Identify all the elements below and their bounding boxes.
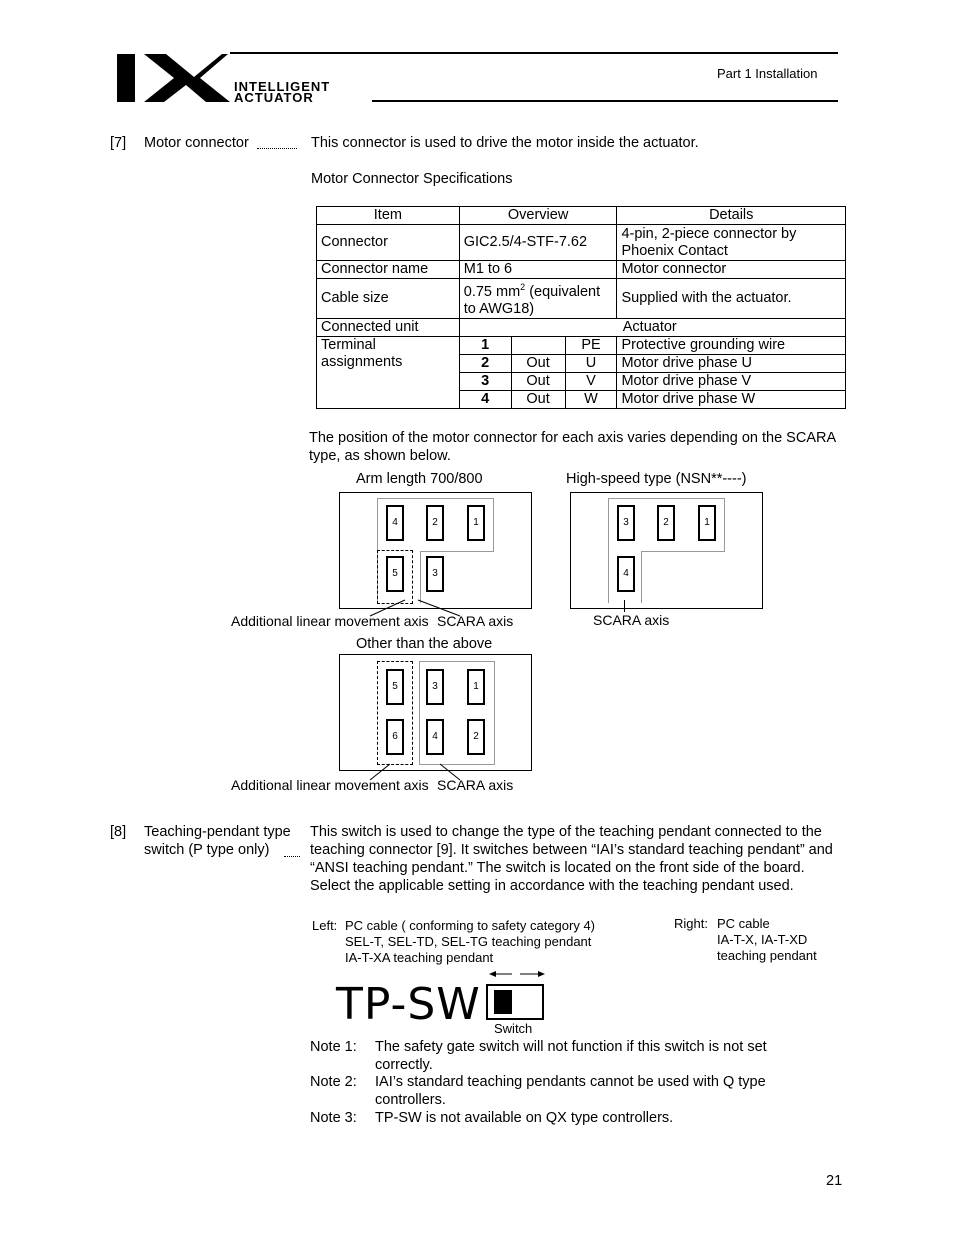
logo-line1: INTELLIGENT — [234, 79, 331, 94]
connector-slot: 2 — [657, 505, 675, 541]
connector-slot: 1 — [467, 505, 485, 541]
leader-dots — [257, 148, 297, 149]
item8-title-line1: Teaching-pendant type — [144, 824, 291, 840]
terminal-pin: 4 — [459, 390, 511, 408]
tp-sw-label: TP-SW — [336, 979, 481, 1030]
left-label: Left: — [312, 918, 338, 933]
table-cell: Connector name — [317, 261, 460, 279]
left-line: PC cable ( conforming to safety category 4) — [345, 918, 596, 933]
terminal-sig: W — [565, 390, 617, 408]
table-cell: Connected unit — [317, 318, 460, 336]
section-title: Part 1 Installation — [717, 66, 818, 81]
table-row — [317, 336, 846, 354]
terminal-sig: V — [565, 372, 617, 390]
switch-caption: Switch — [494, 1021, 533, 1036]
note-text: The safety gate switch will not function if this switch is not set correctly. — [375, 1039, 767, 1073]
note-label: Note 2: — [310, 1074, 357, 1090]
spec-title: Motor Connector Specifications — [311, 171, 513, 187]
page-number: 21 — [826, 1173, 843, 1189]
diagram3-board — [339, 654, 532, 771]
logo-line2: ACTUATOR — [234, 90, 314, 105]
table-cell: Cable size — [317, 279, 460, 319]
iai-logo — [114, 50, 398, 106]
terminal-desc: Protective grounding wire — [617, 336, 846, 354]
table-row — [317, 261, 846, 279]
right-line: teaching pendant — [717, 948, 817, 963]
item8-desc: This switch is used to change the type of the teaching pendant connected to the teaching connector [9]. It switches between “IAI’s standard teaching pendant” and “ANSI teaching pendant.” The switch is located on the front side of the board. Select the applicable setting in accordance with the teaching pendant used. — [310, 824, 833, 894]
cable-size-value: 0.75 mm — [463, 283, 521, 300]
note-text: IAI’s standard teaching pendants cannot be used with Q type controllers. — [375, 1074, 766, 1108]
table-row — [317, 279, 846, 319]
connector-slot: 4 — [386, 505, 404, 541]
diagram1-title: Arm length 700/800 — [356, 471, 483, 487]
table-header: Item — [317, 207, 460, 225]
diagram2-leader — [624, 600, 625, 612]
item8-number: [8] — [110, 824, 127, 840]
table-header: Details — [617, 207, 846, 225]
terminal-sig: PE — [565, 336, 617, 354]
terminal-desc: Motor drive phase U — [617, 354, 846, 372]
terminal-sig: U — [565, 354, 617, 372]
item7-title: Motor connector — [144, 135, 249, 151]
left-line: SEL-T, SEL-TD, SEL-TG teaching pendant — [345, 934, 592, 949]
right-label: Right: — [674, 916, 708, 931]
diagram2-label: SCARA axis — [593, 612, 670, 628]
switch-knob — [494, 990, 512, 1014]
note-label: Note 1: — [310, 1039, 357, 1055]
terminal-dir: Out — [511, 390, 565, 408]
outline-line — [420, 551, 421, 603]
cable-size-sup: 2 — [520, 282, 526, 292]
motor-connector-table — [316, 206, 846, 409]
note-label: Note 3: — [310, 1110, 357, 1126]
leader-dots — [284, 856, 300, 857]
table-row — [317, 318, 846, 336]
cable-size-value2: (equivalent to AWG18) — [463, 283, 601, 317]
connector-slot: 1 — [698, 505, 716, 541]
table-cell: M1 to 6 — [459, 261, 617, 279]
connector-slot: 4 — [617, 556, 635, 592]
header-rule-top — [230, 52, 838, 54]
outline-line — [420, 551, 494, 552]
diagram3-title: Other than the above — [356, 636, 493, 652]
right-line: PC cable — [717, 916, 770, 931]
right-line: IA-T-X, IA-T-XD — [717, 932, 808, 947]
connector-slot: 5 — [386, 669, 404, 705]
connector-slot: 3 — [617, 505, 635, 541]
connector-slot: 2 — [426, 505, 444, 541]
table-cell: Supplied with the actuator. — [617, 279, 846, 319]
tp-sw-switch — [486, 984, 544, 1020]
terminal-pin: 2 — [459, 354, 511, 372]
item7-desc: This connector is used to drive the motor inside the actuator. — [311, 135, 699, 151]
diagram1-label-left: Additional linear movement axis — [231, 613, 429, 629]
connector-slot: 1 — [467, 669, 485, 705]
terminal-dir: Out — [511, 372, 565, 390]
diagram3-label-right: SCARA axis — [437, 777, 514, 793]
connector-slot: 5 — [386, 556, 404, 592]
table-cell: Terminal assignments — [317, 336, 460, 408]
table-row — [317, 225, 846, 261]
connector-slot: 3 — [426, 556, 444, 592]
table-header-row — [317, 207, 846, 225]
connector-slot: 6 — [386, 719, 404, 755]
diagram2-board — [570, 492, 763, 609]
table-cell: Motor connector — [617, 261, 846, 279]
diagram2-title: High-speed type (NSN**----) — [566, 471, 747, 487]
diagram3-label-left: Additional linear movement axis — [231, 777, 429, 793]
table-cell: GIC2.5/4-STF-7.62 — [459, 225, 617, 261]
connector-slot: 3 — [426, 669, 444, 705]
connector-slot: 4 — [426, 719, 444, 755]
terminal-desc: Motor drive phase W — [617, 390, 846, 408]
table-cell: Connector — [317, 225, 460, 261]
table-header: Overview — [459, 207, 617, 225]
switch-direction-arrows — [488, 968, 548, 980]
terminal-dir: Out — [511, 354, 565, 372]
item8-title-line2: switch (P type only) — [144, 842, 270, 858]
item7-number: [7] — [110, 135, 127, 151]
outline-line — [608, 551, 609, 603]
table-cell: Actuator — [459, 318, 845, 336]
header-rule-bottom — [372, 100, 838, 102]
left-line: IA-T-XA teaching pendant — [345, 950, 494, 965]
terminal-pin: 3 — [459, 372, 511, 390]
table-cell — [459, 279, 617, 319]
outline-line — [641, 551, 725, 552]
terminal-desc: Motor drive phase V — [617, 372, 846, 390]
position-note: The position of the motor connector for each axis varies depending on the SCARA type, as shown below. — [309, 430, 836, 464]
diagram1-board — [339, 492, 532, 609]
connector-slot: 2 — [467, 719, 485, 755]
note-text: TP-SW is not available on QX type controllers. — [375, 1110, 674, 1126]
table-cell: 4-pin, 2-piece connector by Phoenix Contact — [617, 225, 846, 261]
terminal-dir — [511, 336, 565, 354]
outline-line — [641, 551, 642, 603]
terminal-pin: 1 — [459, 336, 511, 354]
diagram1-label-right: SCARA axis — [437, 613, 514, 629]
